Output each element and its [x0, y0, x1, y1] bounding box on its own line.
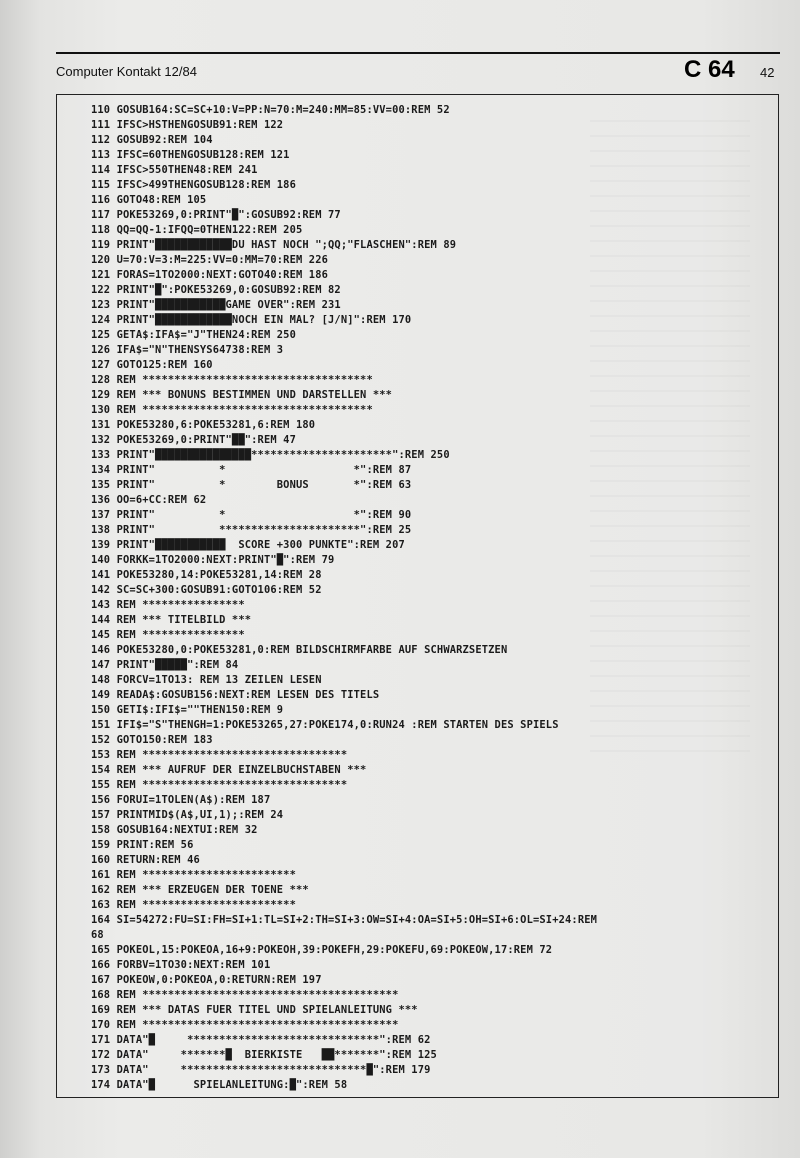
code-line: 153 REM ********************************: [91, 749, 348, 761]
code-line: 123 PRINT"███████████GAME OVER":REM 231: [91, 299, 341, 311]
code-line: 129 REM *** BONUNS BESTIMMEN UND DARSTELLEN ***: [91, 389, 393, 401]
code-line: 122 PRINT"█":POKE53269,0:GOSUB92:REM 82: [91, 284, 341, 296]
code-line: 155 REM ********************************: [91, 779, 348, 791]
code-line: 132 POKE53269,0:PRINT"██":REM 47: [91, 434, 296, 446]
code-line: 160 RETURN:REM 46: [91, 854, 200, 866]
code-line: 121 FORAS=1TO2000:NEXT:GOTO40:REM 186: [91, 269, 329, 281]
code-listing: [91, 103, 781, 1093]
magazine-title: Computer Kontakt 12/84: [56, 64, 197, 79]
code-line: 165 POKEOL,15:POKEOA,16+9:POKEOH,39:POKEFH,29:POKEFU,69:POKEOW,17:REM 72: [91, 944, 553, 956]
code-line: 139 PRINT"███████████ SCORE +300 PUNKTE":REM 207: [91, 539, 405, 551]
code-line: 128 REM ************************************: [91, 374, 373, 386]
code-line: 147 PRINT"█████":REM 84: [91, 659, 239, 671]
code-line: 116 GOTO48:REM 105: [91, 194, 207, 206]
code-line: 111 IFSC>HSTHENGOSUB91:REM 122: [91, 119, 284, 131]
code-line: 141 POKE53280,14:POKE53281,14:REM 28: [91, 569, 322, 581]
code-line: 117 POKE53269,0:PRINT"█":GOSUB92:REM 77: [91, 209, 341, 221]
code-line: 148 FORCV=1TO13: REM 13 ZEILEN LESEN: [91, 674, 322, 686]
code-line: 167 POKEOW,0:POKEOA,0:RETURN:REM 197: [91, 974, 322, 986]
code-line: 161 REM ************************: [91, 869, 296, 881]
code-line: 131 POKE53280,6:POKE53281,6:REM 180: [91, 419, 316, 431]
code-line: 134 PRINT" * *":REM 87: [91, 464, 412, 476]
page-header: [56, 52, 780, 84]
code-line: 115 IFSC>499THENGOSUB128:REM 186: [91, 179, 296, 191]
code-line: 125 GETA$:IFA$="J"THEN24:REM 250: [91, 329, 296, 341]
code-line: 170 REM ****************************************: [91, 1019, 399, 1031]
code-line: 163 REM ************************: [91, 899, 296, 911]
code-line: 150 GETI$:IFI$=""THEN150:REM 9: [91, 704, 284, 716]
code-line: 156 FORUI=1TOLEN(A$):REM 187: [91, 794, 271, 806]
code-line: 164 SI=54272:FU=SI:FH=SI+1:TL=SI+2:TH=SI+3:OW=SI+4:OA=SI+5:OH=SI+6:OL=SI+24:REM: [91, 914, 598, 926]
code-line: 166 FORBV=1TO30:NEXT:REM 101: [91, 959, 271, 971]
code-line: 140 FORKK=1TO2000:NEXT:PRINT"█":REM 79: [91, 554, 335, 566]
code-line: 118 QQ=QQ-1:IFQQ=0THEN122:REM 205: [91, 224, 303, 236]
code-line: 152 GOTO150:REM 183: [91, 734, 213, 746]
section-title: C 64: [684, 56, 735, 83]
code-line: 151 IFI$="S"THENGH=1:POKE53265,27:POKE174,0:RUN24 :REM STARTEN DES SPIELS: [91, 719, 559, 731]
code-line: 136 OO=6+CC:REM 62: [91, 494, 207, 506]
code-line: 112 GOSUB92:REM 104: [91, 134, 213, 146]
code-line: 119 PRINT"████████████DU HAST NOCH ";QQ;"FLASCHEN":REM 89: [91, 239, 457, 251]
code-line: 157 PRINTMID$(A$,UI,1);:REM 24: [91, 809, 284, 821]
code-line: 124 PRINT"████████████NOCH EIN MAL? [J/N]":REM 170: [91, 314, 412, 326]
code-line: 144 REM *** TITELBILD ***: [91, 614, 252, 626]
code-line: 159 PRINT:REM 56: [91, 839, 194, 851]
code-line: 127 GOTO125:REM 160: [91, 359, 213, 371]
code-line: 154 REM *** AUFRUF DER EINZELBUCHSTABEN ***: [91, 764, 367, 776]
code-line: 135 PRINT" * BONUS *":REM 63: [91, 479, 412, 491]
code-line: 130 REM ************************************: [91, 404, 373, 416]
code-line: 120 U=70:V=3:M=225:VV=0:MM=70:REM 226: [91, 254, 329, 266]
code-line: 146 POKE53280,0:POKE53281,0:REM BILDSCHIRMFARBE AUF SCHWARZSETZEN: [91, 644, 508, 656]
code-line: 143 REM ****************: [91, 599, 245, 611]
code-line: 145 REM ****************: [91, 629, 245, 641]
code-line: 110 GOSUB164:SC=SC+10:V=PP:N=70:M=240:MM=85:VV=00:REM 52: [91, 104, 450, 116]
code-line: 168 REM ****************************************: [91, 989, 399, 1001]
code-line: 114 IFSC>550THEN48:REM 241: [91, 164, 258, 176]
code-line: 158 GOSUB164:NEXTUI:REM 32: [91, 824, 258, 836]
code-line: 133 PRINT"███████████████**********************":REM 250: [91, 449, 450, 461]
code-line: 126 IFA$="N"THENSYS64738:REM 3: [91, 344, 284, 356]
code-line: 68: [91, 929, 104, 941]
code-line: 138 PRINT" **********************":REM 25: [91, 524, 412, 536]
code-listing-box: [56, 94, 779, 1098]
code-line: 169 REM *** DATAS FUER TITEL UND SPIELANLEITUNG ***: [91, 1004, 418, 1016]
code-line: 162 REM *** ERZEUGEN DER TOENE ***: [91, 884, 309, 896]
code-line: 171 DATA"█ ******************************":REM 62: [91, 1034, 431, 1046]
code-line: 137 PRINT" * *":REM 90: [91, 509, 412, 521]
code-line: 113 IFSC=60THENGOSUB128:REM 121: [91, 149, 290, 161]
page-number: 42: [760, 65, 775, 80]
code-line: 142 SC=SC+300:GOSUB91:GOTO106:REM 52: [91, 584, 322, 596]
code-line: 173 DATA" *****************************█":REM 179: [91, 1064, 431, 1076]
code-line: 172 DATA" *******█ BIERKISTE ██*******":REM 125: [91, 1049, 437, 1061]
code-line: 174 DATA"█ SPIELANLEITUNG:█":REM 58: [91, 1079, 348, 1091]
code-line: 149 READA$:GOSUB156:NEXT:REM LESEN DES TITELS: [91, 689, 380, 701]
